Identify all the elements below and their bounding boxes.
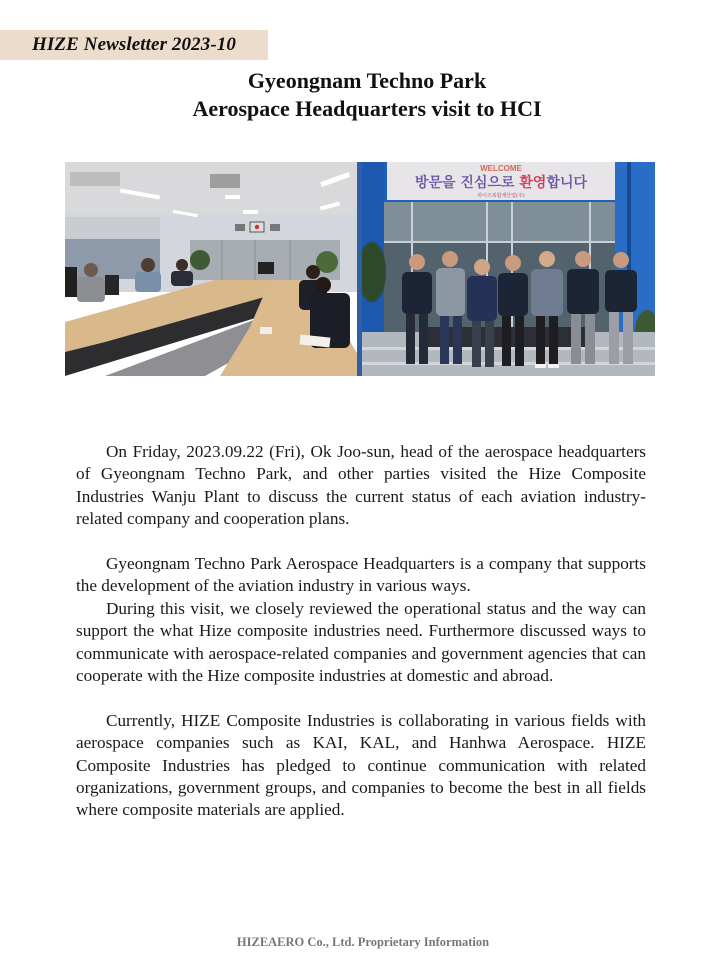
paragraph-1: On Friday, 2023.09.22 (Fri), Ok Joo-sun, head of the aerospace headquarters of Gyeongnam Techno Park, and other parties visited the Hize Composite Industries Wanju Plant to discuss the current status of each aviation industry-related company and cooperation plans. [76,442,646,529]
photo-strip [65,162,655,376]
paragraph-2: Gyeongnam Techno Park Aerospace Headquarters is a company that supports the development of the aviation industry in various ways. [76,554,646,596]
meeting-room-illustration [65,162,362,376]
meeting-room-photo [65,162,362,376]
group-photo [362,162,655,376]
newsletter-header-band [0,30,268,60]
title-line-2: Aerospace Headquarters visit to HCI [192,96,542,121]
article-body [76,441,646,822]
title-line-1: Gyeongnam Techno Park [247,68,487,93]
group-photo-illustration [362,162,655,376]
banner-welcome-text: WELCOME [480,164,522,173]
page-title [0,67,720,123]
banner-main-text: 방문을 진심으로 환영합니다 [414,175,588,191]
paragraph-4: Currently, HIZE Composite Industries is collaborating in various fields with aerospace companies such as KAI, KAL, and Hanhwa Aerospace. HIZE Composite Industries has pledged to continue communication with related organizations, government groups, and companies to become the best in all fields where composite materials are applied. [76,710,646,820]
newsletter-label: HIZE Newsletter 2023-10 [32,34,236,55]
banner-sub-text: 하이즈복합재산업(주) [477,193,525,199]
paragraph-3: During this visit, we closely reviewed the operational status and the way can support the what Hize composite industries need. Furthermore discussed ways to communicate with aerospace-related companies and government agencies that can cooperate with the Hize composite industries at domestic and abroad. [76,598,646,686]
footer-proprietary-notice: HIZEAERO Co., Ltd. Proprietary Information [236,935,490,949]
paragraph-gap [76,687,646,709]
paragraph-gap [76,531,646,553]
